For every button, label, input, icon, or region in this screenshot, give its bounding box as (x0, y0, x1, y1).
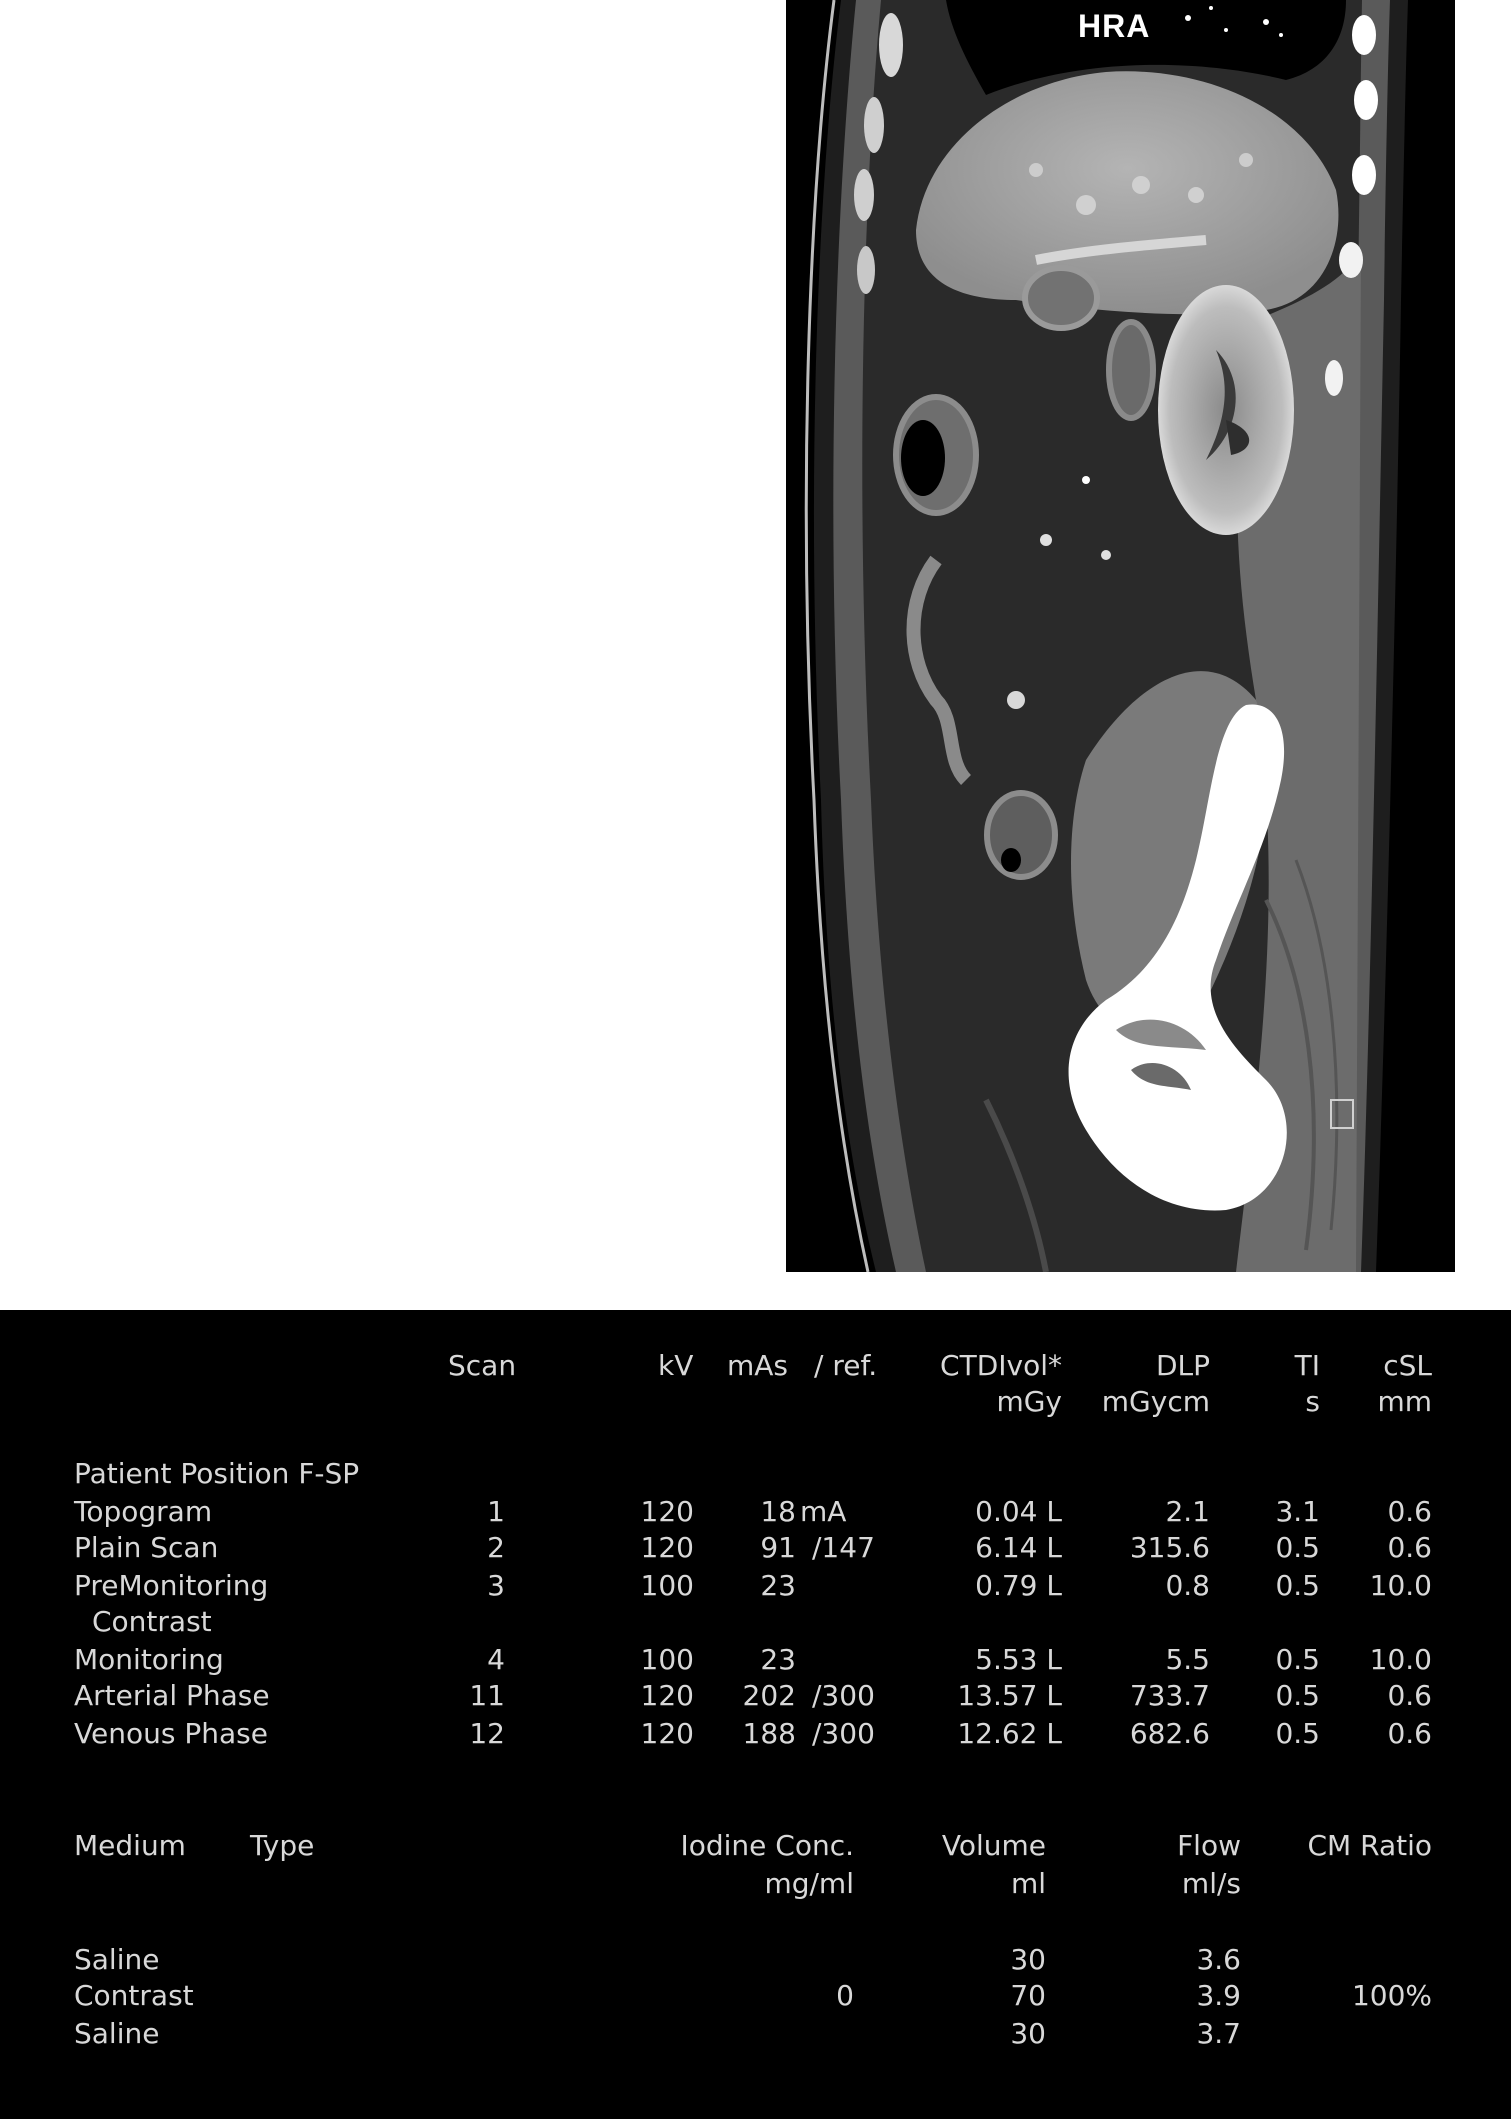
header-flow-unit: ml/s (1181, 1867, 1241, 1900)
row-name: Topogram (74, 1495, 213, 1528)
header-scan: Scan (448, 1349, 517, 1382)
ct-image (786, 0, 1455, 1272)
row-ti: 0.5 (1275, 1531, 1320, 1564)
row-scan: 1 (487, 1495, 505, 1528)
ct-sagittal-illustration (786, 0, 1455, 1272)
row-mas: 202 (742, 1679, 796, 1712)
medium-name: Saline (74, 2017, 160, 2050)
row-kv: 100 (640, 1643, 694, 1676)
row-ref: /147 (812, 1531, 875, 1564)
row-kv: 120 (640, 1531, 694, 1564)
row-ctdi: 6.14 L (975, 1531, 1062, 1564)
row-dlp: 682.6 (1129, 1717, 1210, 1750)
row-dlp: 0.8 (1165, 1569, 1210, 1602)
orientation-label: HRA (1078, 8, 1151, 44)
patient-position: Patient Position F-SP (74, 1457, 360, 1490)
row-ctdi: 0.79 L (975, 1569, 1062, 1602)
row-dlp: 315.6 (1129, 1531, 1210, 1564)
medium-name: Contrast (74, 1979, 194, 2012)
row-ref: /300 (812, 1679, 875, 1712)
row-ref: /300 (812, 1717, 875, 1750)
medium-volume: 30 (1010, 1943, 1046, 1976)
row-ti: 0.5 (1275, 1643, 1320, 1676)
medium-flow: 3.6 (1196, 1943, 1241, 1976)
row-csl: 0.6 (1387, 1531, 1432, 1564)
header-ref: / ref. (814, 1349, 878, 1382)
header-mas: mAs (727, 1349, 789, 1382)
row-scan: 12 (469, 1717, 505, 1750)
medium-flow: 3.7 (1196, 2017, 1241, 2050)
row-name: Monitoring (74, 1643, 224, 1676)
medium-volume: 30 (1010, 2017, 1046, 2050)
header-flow: Flow (1177, 1829, 1241, 1862)
row-scan: 11 (469, 1679, 505, 1712)
row-kv: 120 (640, 1495, 694, 1528)
row-name-continued: Contrast (92, 1605, 212, 1638)
row-scan: 3 (487, 1569, 505, 1602)
header-ctdi-unit: mGy (996, 1385, 1062, 1418)
row-ref: mA (800, 1495, 847, 1528)
header-ti-unit: s (1305, 1385, 1320, 1418)
header-kv: kV (658, 1349, 694, 1382)
row-mas: 91 (760, 1531, 796, 1564)
row-name: Venous Phase (74, 1717, 268, 1750)
row-ti: 0.5 (1275, 1569, 1320, 1602)
header-csl-unit: mm (1377, 1385, 1432, 1418)
row-ti: 0.5 (1275, 1679, 1320, 1712)
row-scan: 2 (487, 1531, 505, 1564)
row-kv: 100 (640, 1569, 694, 1602)
row-ctdi: 5.53 L (975, 1643, 1062, 1676)
header-volume-unit: ml (1010, 1867, 1046, 1900)
row-mas: 188 (742, 1717, 796, 1750)
row-csl: 0.6 (1387, 1495, 1432, 1528)
row-name: PreMonitoring (74, 1569, 269, 1602)
header-csl: cSL (1383, 1349, 1432, 1382)
medium-volume: 70 (1010, 1979, 1046, 2012)
row-dlp: 5.5 (1165, 1643, 1210, 1676)
protocol-panel (0, 1310, 1511, 2119)
header-ti: TI (1294, 1349, 1320, 1382)
row-scan: 4 (487, 1643, 505, 1676)
row-name: Arterial Phase (74, 1679, 270, 1712)
header-iodine: Iodine Conc. (680, 1829, 854, 1862)
header-type: Type (250, 1829, 315, 1862)
row-kv: 120 (640, 1717, 694, 1750)
row-csl: 10.0 (1369, 1569, 1432, 1602)
header-ctdi: CTDIvol* (940, 1349, 1062, 1382)
row-mas: 23 (760, 1569, 796, 1602)
header-dlp-unit: mGycm (1101, 1385, 1210, 1418)
row-dlp: 733.7 (1129, 1679, 1210, 1712)
row-name: Plain Scan (74, 1531, 219, 1564)
medium-iodine: 0 (836, 1979, 854, 2012)
row-csl: 0.6 (1387, 1717, 1432, 1750)
row-dlp: 2.1 (1165, 1495, 1210, 1528)
row-ctdi: 12.62 L (957, 1717, 1062, 1750)
row-ti: 0.5 (1275, 1717, 1320, 1750)
header-dlp: DLP (1155, 1349, 1210, 1382)
medium-flow: 3.9 (1196, 1979, 1241, 2012)
row-mas: 23 (760, 1643, 796, 1676)
header-iodine-unit: mg/ml (764, 1867, 854, 1900)
row-csl: 0.6 (1387, 1679, 1432, 1712)
header-volume: Volume (941, 1829, 1046, 1862)
medium-cm-ratio: 100% (1351, 1979, 1432, 2012)
header-medium: Medium (74, 1829, 186, 1862)
row-csl: 10.0 (1369, 1643, 1432, 1676)
row-mas: 18 (760, 1495, 796, 1528)
header-cm-ratio: CM Ratio (1307, 1829, 1432, 1862)
row-kv: 120 (640, 1679, 694, 1712)
row-ctdi: 0.04 L (975, 1495, 1062, 1528)
row-ctdi: 13.57 L (957, 1679, 1062, 1712)
medium-name: Saline (74, 1943, 160, 1976)
row-ti: 3.1 (1275, 1495, 1320, 1528)
